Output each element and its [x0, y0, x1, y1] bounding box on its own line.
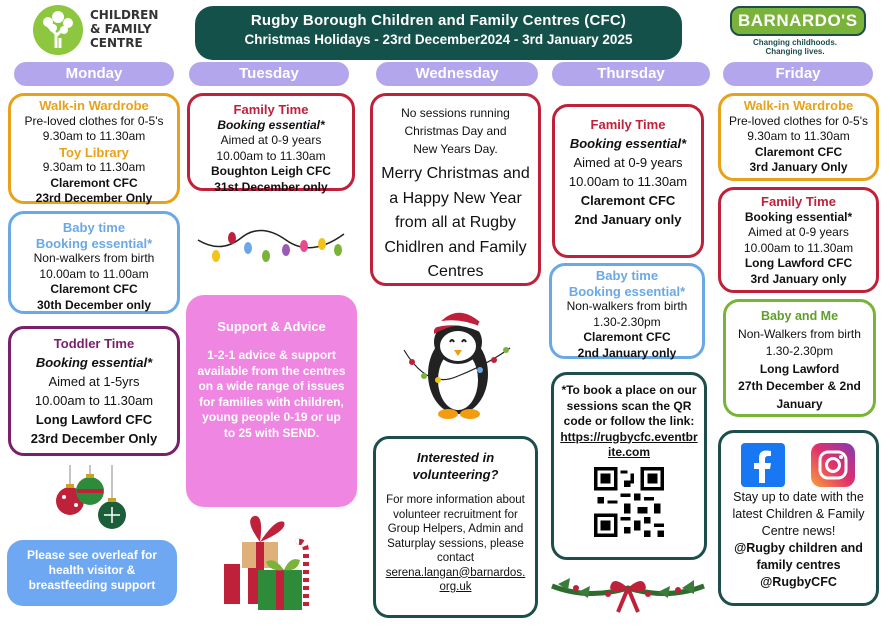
tuesday-family-card: Family Time Booking essential* Aimed at 0-9 years 10.00am to 11.30am Boughton Leigh CFC 31st December only — [187, 93, 355, 191]
thursday-family-card: Family Time Booking essential* Aimed at 0-9 years 10.00am to 11.30am Claremont CFC 2nd January only — [552, 104, 704, 258]
fairy-lights-icon — [196, 222, 346, 272]
eventbrite-link[interactable]: https://rugbycfc.eventbrite.com — [560, 429, 698, 459]
barnardos-logo: BARNARDO'S Changing childhoods. Changing lives. — [730, 6, 860, 60]
monday-toddler-card: Toddler Time Booking essential* Aimed at 1-5yrs 10.00am to 11.30am Long Lawford CFC 23rd December Only — [8, 326, 180, 456]
instagram-icon[interactable] — [811, 443, 855, 487]
baubles-icon — [48, 465, 132, 533]
monday-wardrobe-card: Walk-in Wardrobe Pre-loved clothes for 0-5's 9.30am to 11.30am Toy Library 9.30am to 11.30am Claremont CFC 23rd December Only — [8, 93, 180, 204]
page-header — [195, 6, 682, 60]
day-header-wednesday: Wednesday — [376, 62, 538, 86]
qr-code-icon[interactable] — [594, 467, 664, 537]
day-header-friday: Friday — [723, 62, 873, 86]
health-visitor-note: Please see overleaf for health visitor & breastfeeding support — [7, 540, 177, 606]
cfc-logo: CHILDREN & FAMILY CENTRE — [32, 4, 152, 56]
support-title: Support & Advice — [217, 319, 326, 334]
holly-garland-icon — [548, 570, 708, 616]
support-advice-card — [186, 295, 357, 507]
day-header-monday: Monday — [14, 62, 174, 86]
facebook-icon[interactable] — [741, 443, 785, 487]
friday-wardrobe-card: Walk-in Wardrobe Pre-loved clothes for 0-5's 9.30am to 11.30am Claremont CFC 3rd January Only — [718, 93, 879, 181]
friday-family-card: Family Time Booking essential* Aimed at 0-9 years 10.00am to 11.30am Long Lawford CFC 3rd January only — [718, 187, 879, 293]
day-header-thursday: Thursday — [552, 62, 710, 86]
page-subtitle: Christmas Holidays - 23rd December2024 - 3rd January 2025 — [244, 32, 633, 47]
friday-babyme-card: Baby and Me Non-Walkers from birth 1.30-2.30pm Long Lawford 27th December & 2nd January — [723, 299, 876, 417]
page-title: Rugby Borough Children and Family Centres (CFC) — [250, 12, 627, 29]
monday-baby-card: Baby time Booking essential* Non-walkers from birth 10.00am to 11.00am Claremont CFC 30th December only — [8, 211, 180, 314]
volunteer-email-link[interactable]: serena.langan@barnardos.org.uk — [385, 566, 526, 593]
thursday-baby-card: Baby time Booking essential* Non-walkers from birth 1.30-2.30pm Claremont CFC 2nd January only — [549, 263, 705, 359]
wednesday-volunteer-card: Interested in volunteering? For more information about volunteer recruitment for Group Helpers, Admin and Saturplay sessions, please contact serena.langan@barnardos.org.uk — [373, 436, 538, 618]
christmas-greeting: Merry Christmas and a Happy New Year from all at Rugby Chidlren and Family Centres — [381, 165, 530, 280]
penguin-icon — [398, 300, 516, 424]
wednesday-closed-card: No sessions running Christmas Day and New Years Day. Merry Christmas and a Happy New Year from all at Rugby Chidlren and Family Centres — [370, 93, 541, 286]
thursday-booking-card: *To book a place on our sessions scan the QR code or follow the link: https://rugbycfc.eventbrite.com — [551, 372, 707, 560]
day-header-tuesday: Tuesday — [189, 62, 349, 86]
support-body: 1-2-1 advice & support available from the centres on a wide range of issues for families with children, young people 0-19 or up to 25 with SEND. — [197, 348, 346, 440]
facebook-handle: @Rugby children and family centres — [734, 541, 863, 572]
gifts-candy-icon — [214, 506, 324, 614]
tree-logo-icon — [32, 4, 84, 56]
instagram-handle: @RugbyCFC — [760, 575, 837, 589]
friday-social-card: Stay up to date with the latest Children & Family Centre news! @Rugby children and family centres @RugbyCFC — [718, 430, 879, 606]
cfc-logo-text: CHILDREN — [90, 8, 159, 22]
